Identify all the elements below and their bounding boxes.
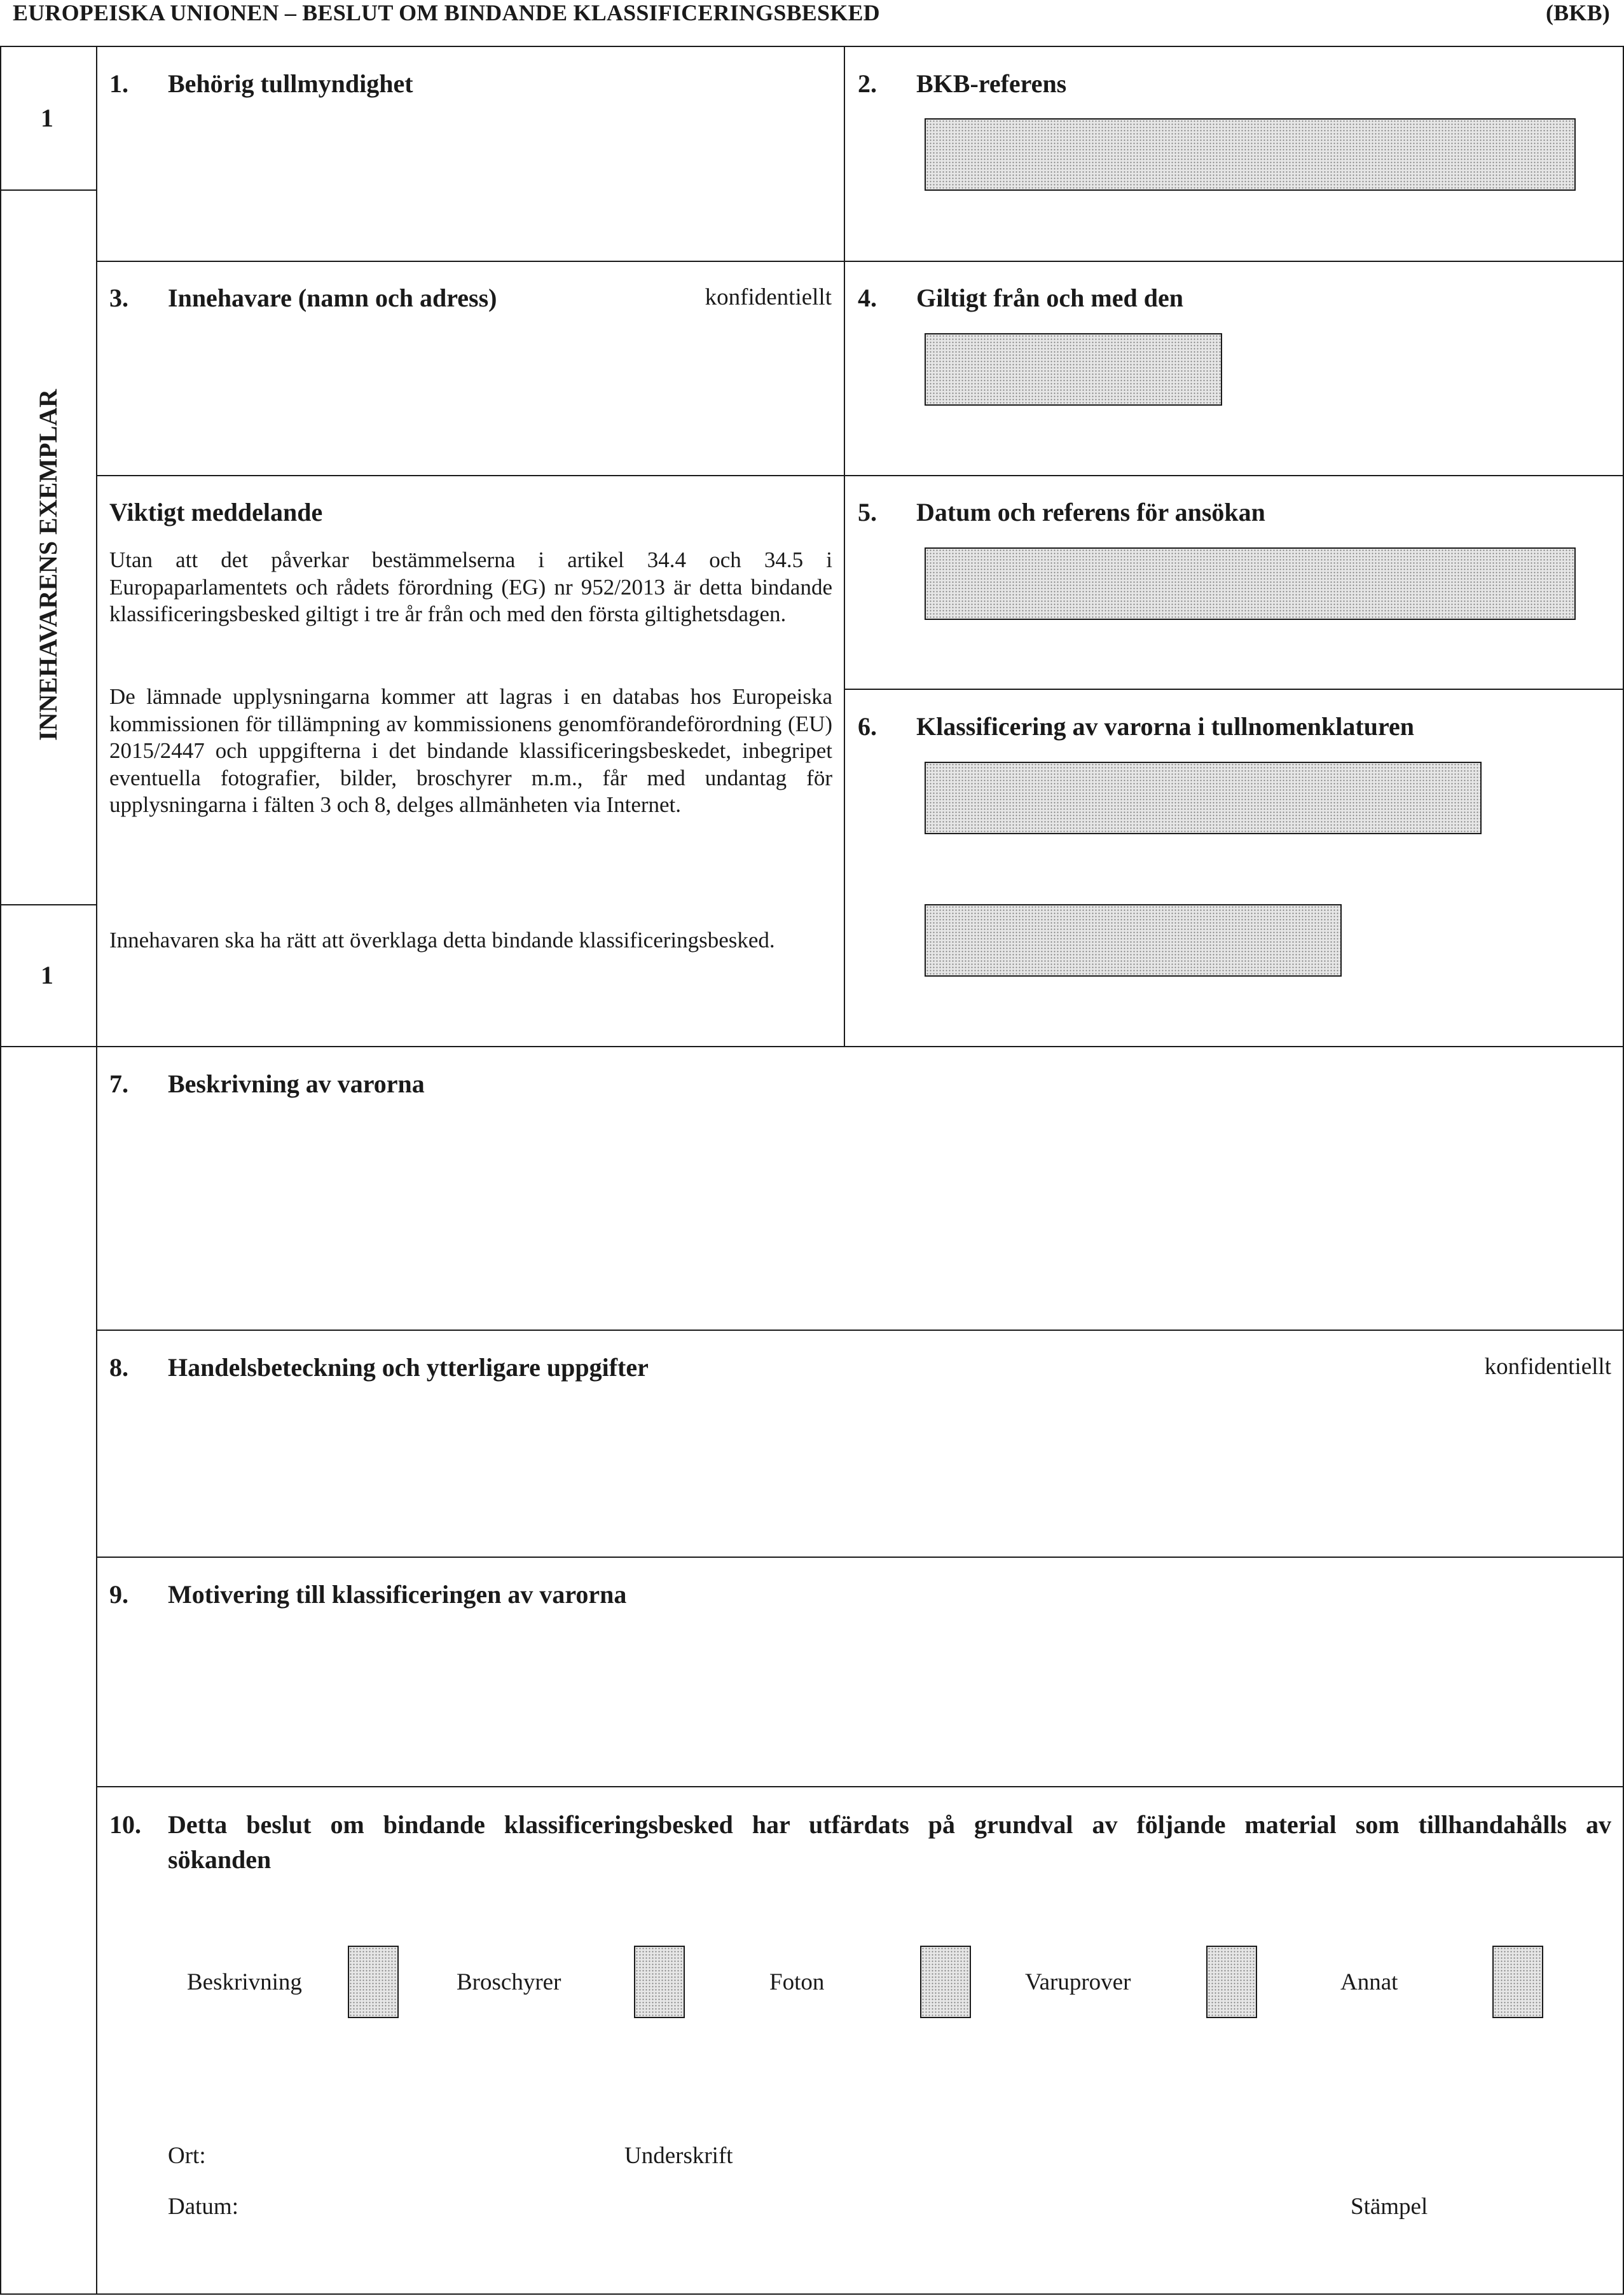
field-9-number: 9. xyxy=(109,1580,128,1609)
field-5-number: 5. xyxy=(858,498,877,526)
frame-bottom xyxy=(0,2293,1624,2295)
row-separator-1 xyxy=(96,261,1624,262)
field-4-number: 4. xyxy=(858,284,877,312)
field-10-title-line-2: sökanden xyxy=(168,1845,272,1874)
field-6-input-additional[interactable] xyxy=(925,904,1342,977)
field-6-number: 6. xyxy=(858,712,877,741)
field-4-input[interactable] xyxy=(925,333,1222,406)
side-separator-bottom xyxy=(0,904,97,905)
field-2-title: BKB-referens xyxy=(916,69,1067,98)
row-separator-6 xyxy=(96,1786,1624,1787)
field-5-title: Datum och referens för ansökan xyxy=(916,498,1265,526)
material-label-description: Beskrivning xyxy=(187,1969,302,1995)
document-code: (BKB) xyxy=(1545,0,1610,25)
row-separator-5 xyxy=(96,1557,1624,1558)
field-9-title: Motivering till klassificeringen av varorna xyxy=(168,1580,627,1609)
copy-number-bottom: 1 xyxy=(41,961,53,989)
field-1-number: 1. xyxy=(109,69,128,98)
material-checkbox-brochures[interactable] xyxy=(634,1946,685,2018)
material-checkbox-photos[interactable] xyxy=(920,1946,971,2018)
frame-top xyxy=(0,46,1624,47)
stamp-label: Stämpel xyxy=(1351,2194,1428,2220)
field-2-input[interactable] xyxy=(925,118,1576,191)
field-2-number: 2. xyxy=(858,69,877,98)
notice-paragraph-2: De lämnade upplysningarna kommer att lagras i en databas hos Europeiska kommissionen för tillämpning av kommissionens genomförandeförordning (EU) 2015/2447 och uppgifterna i det bindande klassificeringsbeskedet, inbegripet eventuella fotografier, bilder, broschyrer m.m., får med undantag för upplysningarna i fälten 3 och 8, delges allmänheten via Internet. xyxy=(109,684,832,817)
field-10-number: 10. xyxy=(109,1810,141,1839)
field-3-title: Innehavare (namn och adress) xyxy=(168,284,497,312)
field-7-number: 7. xyxy=(109,1069,128,1098)
field-7-title: Beskrivning av varorna xyxy=(168,1069,425,1098)
copy-label: INNEHAVARENS EXEMPLAR xyxy=(34,388,62,741)
side-separator-top xyxy=(0,189,97,191)
row-separator-5-6 xyxy=(844,689,1624,690)
field-4-title: Giltigt från och med den xyxy=(916,284,1183,312)
row-separator-3 xyxy=(0,1046,1624,1047)
material-label-other: Annat xyxy=(1340,1969,1398,1995)
material-checkbox-samples[interactable] xyxy=(1206,1946,1257,2018)
signature-label: Underskrift xyxy=(624,2143,733,2169)
field-3-confidential-note: konfidentiellt xyxy=(705,284,832,310)
material-label-brochures: Broschyrer xyxy=(457,1969,561,1995)
place-label: Ort: xyxy=(168,2143,206,2169)
notice-paragraph-3: Innehavaren ska ha rätt att överklaga detta bindande klassificeringsbesked. xyxy=(109,928,775,952)
field-8-confidential-note: konfidentiellt xyxy=(1484,1354,1611,1380)
side-column-divider xyxy=(96,46,97,2295)
field-6-input-code[interactable] xyxy=(925,762,1482,834)
copy-number-top: 1 xyxy=(41,104,53,132)
material-label-photos: Foton xyxy=(769,1969,825,1995)
field-3-number: 3. xyxy=(109,284,128,312)
date-label: Datum: xyxy=(168,2194,238,2220)
field-6-title: Klassificering av varorna i tullnomenklaturen xyxy=(916,712,1414,741)
frame-left xyxy=(0,46,1,2295)
material-checkbox-description[interactable] xyxy=(348,1946,399,2018)
field-10-title-line-1: Detta beslut om bindande klassificeringsbesked har utfärdats på grundval av följande material som tillhandahålls av xyxy=(168,1810,1611,1839)
field-1-title: Behörig tullmyndighet xyxy=(168,69,413,98)
field-8-title: Handelsbeteckning och ytterligare uppgifter xyxy=(168,1353,649,1382)
field-5-input[interactable] xyxy=(925,547,1576,620)
document-title: EUROPEISKA UNIONEN – BESLUT OM BINDANDE KLASSIFICERINGSBESKED xyxy=(13,0,880,25)
field-8-number: 8. xyxy=(109,1353,128,1382)
notice-title: Viktigt meddelande xyxy=(109,498,323,526)
row-separator-4 xyxy=(96,1330,1624,1331)
notice-paragraph-1: Utan att det påverkar bestämmelserna i artikel 34.4 och 34.5 i Europaparlamentets och rådets förordning (EG) nr 952/2013 är detta bindande klassificeringsbesked giltigt i tre år från och med den första giltighetsdagen. xyxy=(109,547,832,626)
middle-divider xyxy=(844,46,845,1047)
row-separator-2 xyxy=(96,475,1624,476)
material-label-samples: Varuprover xyxy=(1025,1969,1131,1995)
material-checkbox-other[interactable] xyxy=(1492,1946,1543,2018)
